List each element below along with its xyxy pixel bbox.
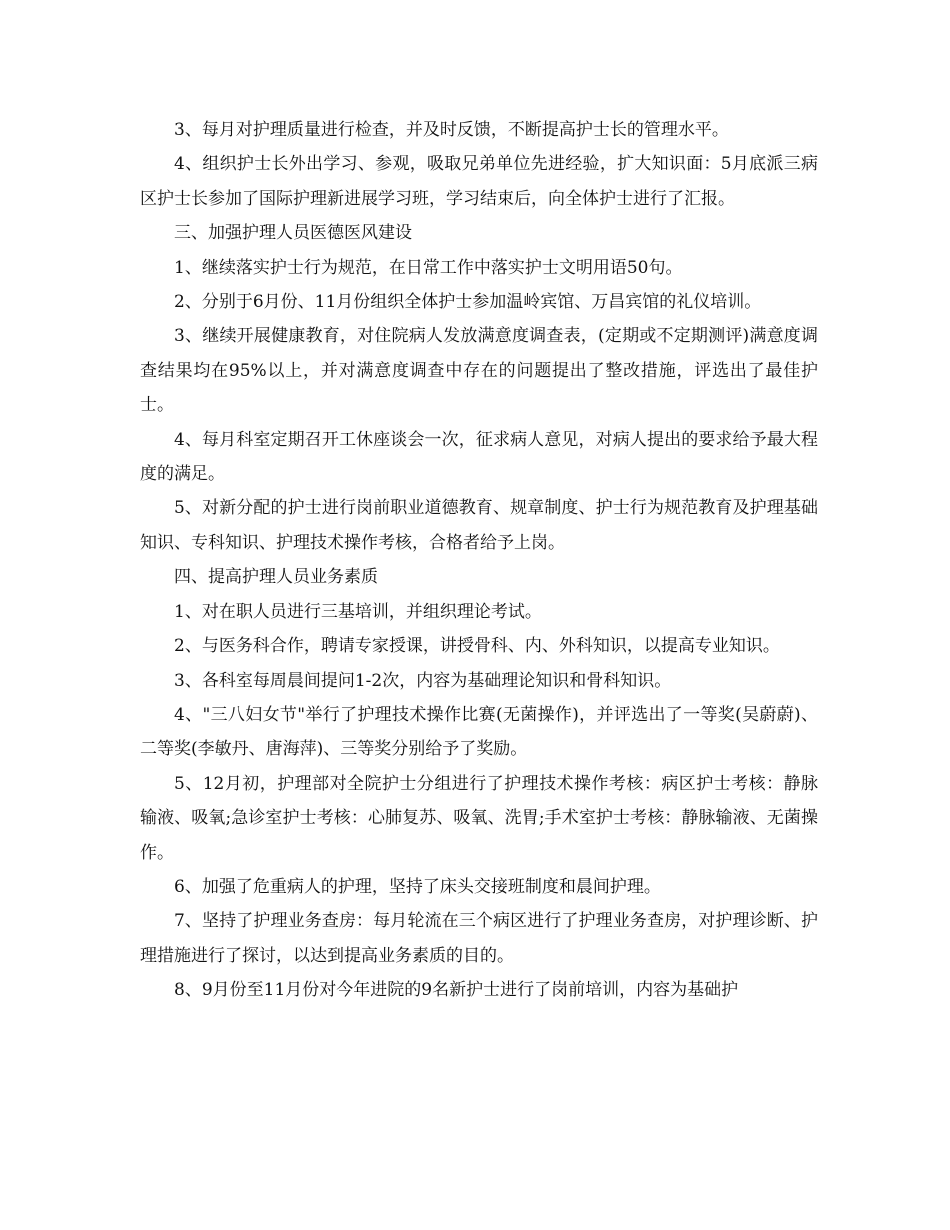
paragraph-head-nurse-study: 4、组织护士长外出学习、参观，吸取兄弟单位先进经验，扩大知识面：5月底派三病区护士长参加了国际护理新进展学习班，学习结束后，向全体护士进行了汇报。 [140,154,818,209]
paragraph-skills-assessment: 5、12月初，护理部对全院护士分组进行了护理技术操作考核：病区护士考核：静脉输液、吸氧;急诊室护士考核：心肺复苏、吸氧、洗胃;手术室护士考核：静脉输液、无菌操作。 [140,773,818,863]
paragraph-etiquette-training: 2、分别于6月份、11月份组织全体护士参加温岭宾馆、万昌宾馆的礼仪培训。 [174,292,762,313]
paragraph-critical-care: 6、加强了危重病人的护理，坚持了床头交接班制度和晨间护理。 [174,876,661,897]
paragraph-morning-questions: 3、各科室每周晨间提问1-2次，内容为基础理论知识和骨科知识。 [174,670,672,691]
paragraph-three-basics: 1、对在职人员进行三基培训，并组织理论考试。 [174,601,542,622]
paragraph-expert-lectures: 2、与医务科合作，聘请专家授课，讲授骨科、内、外科知识，以提高专业知识。 [174,636,780,657]
paragraph-new-nurse-ethics: 5、对新分配的护士进行岗前职业道德教育、规章制度、护士行为规范教育及护理基础知识、专科知识、护理技术操作考核，合格者给予上岗。 [140,498,818,553]
paragraph-ward-rounds: 7、坚持了护理业务查房：每月轮流在三个病区进行了护理业务查房，对护理诊断、护理措施进行了探讨，以达到提高业务素质的目的。 [140,911,818,966]
paragraph-skills-competition: 4、"三八妇女节"举行了护理技术操作比赛(无菌操作)，并评选出了一等奖(吴蔚蔚)、二等奖(李敏丹、唐海萍)、三等奖分别给予了奖励。 [140,704,818,760]
document-body [140,113,818,1008]
section-heading-ethics: 三、加强护理人员医德医风建设 [174,223,412,244]
section-heading-competence: 四、提高护理人员业务素质 [174,567,378,588]
paragraph-patient-forum: 4、每月科室定期召开工休座谈会一次，征求病人意见，对病人提出的要求给予最大程度的满足。 [140,429,818,485]
paragraph-health-education: 3、继续开展健康教育，对住院病人发放满意度调查表，(定期或不定期测评)满意度调查结果均在95%以上，并对满意度调查中存在的问题提出了整改措施，评选出了最佳护士。 [140,326,818,416]
paragraph-conduct-norms: 1、继续落实护士行为规范，在日常工作中落实护士文明用语50句。 [174,257,683,278]
paragraph-pre-job-training: 8、9月份至11月份对今年进院的9名新护士进行了岗前培训，内容为基础护 [174,980,739,1001]
paragraph-quality-check: 3、每月对护理质量进行检查，并及时反馈，不断提高护士长的管理水平。 [174,120,729,140]
